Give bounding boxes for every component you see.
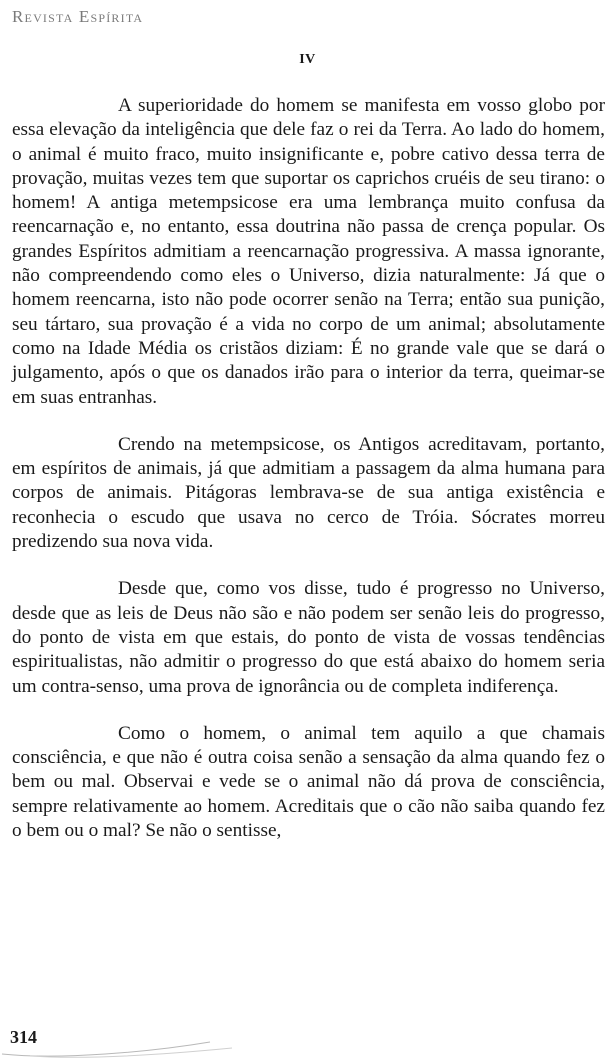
paragraph-2: Crendo na metempsicose, os Antigos acreditavam, portanto, em espíritos de animais, já que admitiam a passagem da alma humana para corpos de animais. Pitágoras lembrava-se de sua antiga existência e reconhecia o escudo que usava no cerco de Tróia. Sócrates morreu predizendo sua nova vida. (12, 433, 605, 553)
running-title: Revista Espírita (12, 7, 144, 26)
section-heading: IV (299, 52, 316, 67)
page-number: 314 (10, 1027, 37, 1047)
paragraph-4: Como o homem, o animal tem aquilo a que chamais consciência, e que não é outra coisa senão a sensação da alma quando fez o bem ou mal. Observai e vede se o animal não dá prova de consciência, sempre relativamente ao homem. Acreditais que o cão não saiba quando fez o bem ou o mal? Se não o sentisse, (12, 722, 605, 842)
paragraph-1: A superioridade do homem se manifesta em vosso globo por essa elevação da inteligência que dele faz o rei da Terra. Ao lado do homem, o animal é muito fraco, muito insignificante e, pobre cativo dessa terra de provação, muitas vezes tem que suportar os caprichos cruéis de seu tirano: o homem! A antiga metempsicose era uma lembrança muito confusa da reencarnação e, no entanto, essa doutrina não passa de crença popular. Os grandes Espíritos admitiam a reencarnação progressiva. A massa ignorante, não compreendendo como eles o Universo, dizia naturalmente: Já que o homem reencarna, isto não pode ocorrer senão na Terra; então sua punição, seu tártaro, sua provação é a vida no corpo de um animal; absolutamente como na Idade Média os cristãos diziam: É no grande vale que se dará o julgamento, após o que os danados irão para o interior da terra, queimar-se em suas entranhas. (12, 95, 605, 408)
page-body (12, 94, 605, 843)
paragraph-3: Desde que, como vos disse, tudo é progresso no Universo, desde que as leis de Deus não são e não podem ser senão leis do progresso, do ponto de vista em que estais, do ponto de vista de vossas tendências espiritualistas, não admitir o progresso do que está abaixo do homem seria um contra-senso, uma prova de ignorância ou de completa indiferença. (12, 578, 605, 697)
